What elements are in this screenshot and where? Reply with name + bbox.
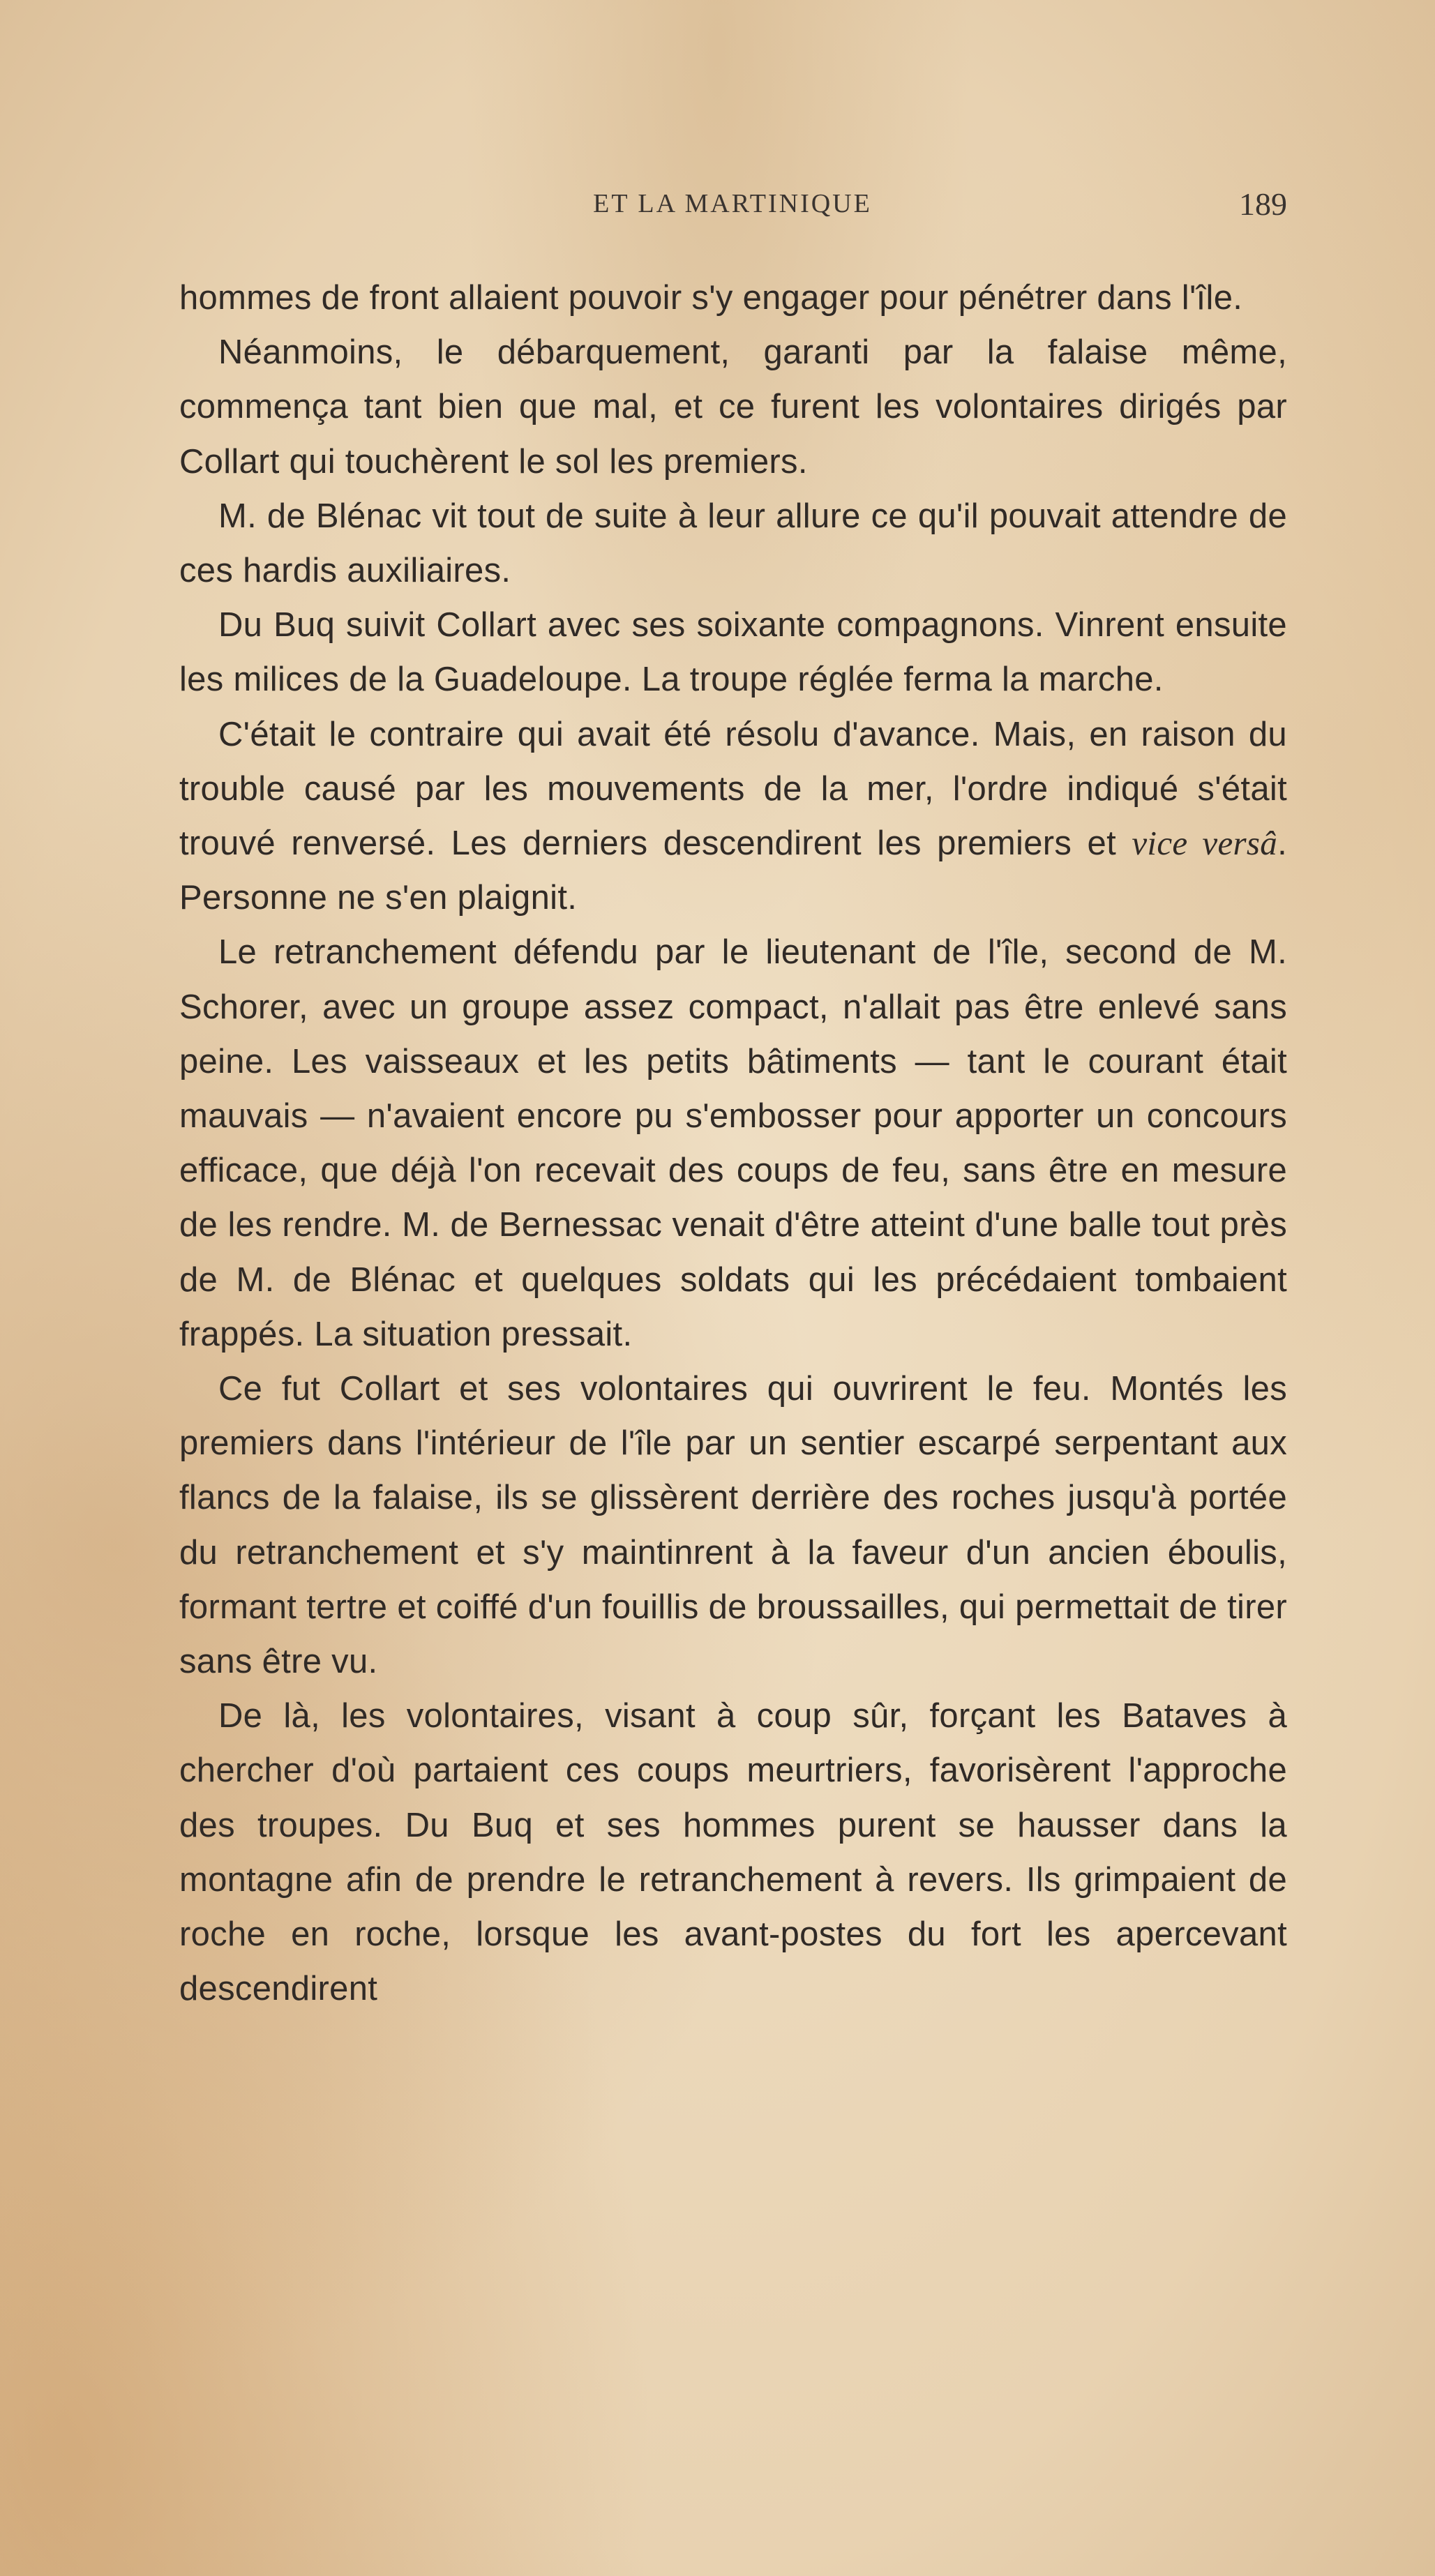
page-number: 189 xyxy=(1239,186,1287,222)
paragraph-text: C'était le contraire qui avait été résolu d'avance. Mais, en raison du trouble causé par les mouvements de la mer, l'ordre indiqué s'était trouvé renversé. Les derniers descendirent les premiers et xyxy=(179,715,1287,863)
running-head xyxy=(178,188,1287,230)
paragraph-text: . Personne ne s'en plaignit. xyxy=(179,824,1287,917)
paragraph: M. de Blénac vit tout de suite à leur allure ce qu'il pouvait attendre de ces hardis auxiliaires. xyxy=(179,497,1287,590)
paragraph: Le retranchement défendu par le lieutenant de l'île, second de M. Schorer, avec un groupe assez compact, n'allait pas être enlevé sans peine. Les vaisseaux et les petits bâtiments — tant le courant était mauvais — n'avaient encore pu s'embosser pour apporter un concours efficace, que déjà l'on recevait des coups de feu, sans être en mesure de les rendre. M. de Bernessac venait d'être atteint d'une balle tout près de M. de Blénac et quelques soldats qui les précédaient tombaient frappés. La situation pressait. xyxy=(179,933,1287,1353)
paragraph: De là, les volontaires, visant à coup sûr, forçant les Bataves à chercher d'où partaient ces coups meurtriers, favorisèrent l'approche des troupes. Du Buq et ses hommes purent se hausser dans la montagne afin de prendre le retranchement à revers. Ils grimpaient de roche en roche, lorsque les avant-postes du fort les apercevant descendirent xyxy=(179,1697,1287,2008)
paragraph: Du Buq suivit Collart avec ses soixante compagnons. Vinrent ensuite les milices de la Guadeloupe. La troupe réglée ferma la marche. xyxy=(179,606,1287,699)
italic-phrase: vice versâ xyxy=(1132,824,1278,863)
paragraph-continuation: hommes de front allaient pouvoir s'y engager pour pénétrer dans l'île. xyxy=(179,279,1243,317)
paragraph-with-emphasis xyxy=(179,707,1287,926)
running-title: ET LA MARTINIQUE xyxy=(593,189,872,218)
paragraph: Ce fut Collart et ses volontaires qui ouvrirent le feu. Montés les premiers dans l'intérieur de l'île par un sentier escarpé serpentant aux flancs de la falaise, ils se glissèrent derrière des roches jusqu'à portée du retranchement et s'y maintinrent à la faveur d'un ancien éboulis, formant tertre et coiffé d'un fouillis de broussailles, qui permettait de tirer sans être vu. xyxy=(179,1370,1287,1681)
body-text xyxy=(179,271,1287,2017)
paragraph: Néanmoins, le débarquement, garanti par la falaise même, commença tant bien que mal, et ce furent les volontaires dirigés par Collart qui touchèrent le sol les premiers. xyxy=(179,333,1287,481)
